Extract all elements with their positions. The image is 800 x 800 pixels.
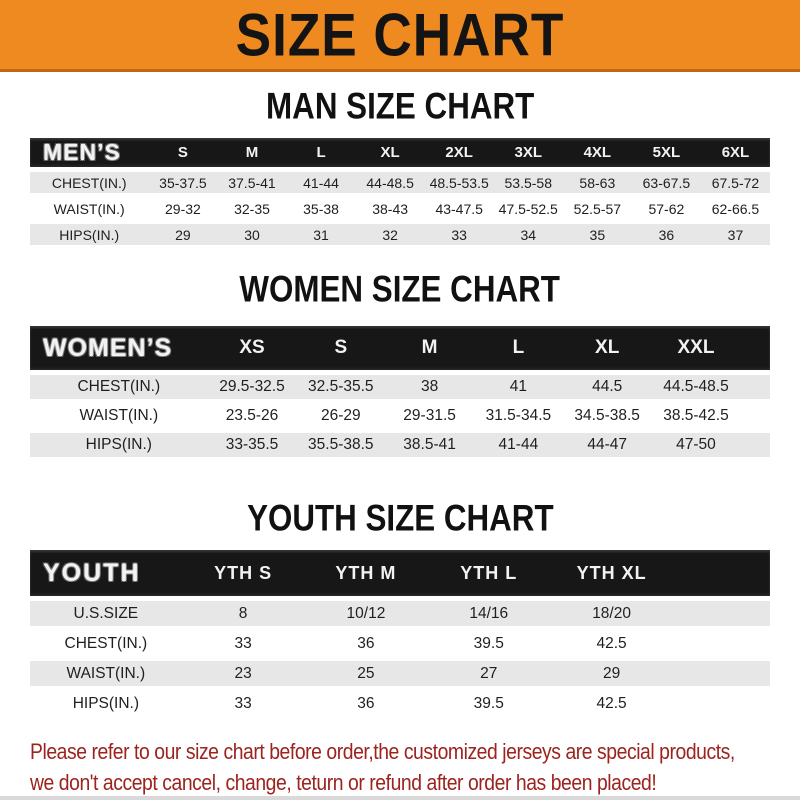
size-value: 39.5 bbox=[473, 634, 504, 652]
size-value: 44-48.5 bbox=[366, 174, 414, 191]
size-value: 29 bbox=[175, 226, 191, 243]
footer-note bbox=[0, 736, 800, 798]
table-row bbox=[30, 661, 770, 686]
size-value: 63-67.5 bbox=[642, 174, 691, 191]
column-header: YTH M bbox=[335, 562, 397, 583]
column-header: XL bbox=[595, 337, 620, 358]
column-header: 5XL bbox=[652, 144, 681, 161]
table-header-row bbox=[30, 138, 770, 167]
column-header: L bbox=[512, 337, 525, 358]
men-section-heading bbox=[0, 84, 800, 127]
size-value: 23.5-26 bbox=[225, 407, 279, 424]
women-section-heading-text: WOMEN SIZE CHART bbox=[239, 267, 561, 310]
table-row bbox=[30, 631, 770, 656]
size-value: 23 bbox=[234, 664, 252, 682]
size-value: 35-38 bbox=[303, 200, 339, 217]
table-row bbox=[30, 172, 770, 193]
size-value: 44.5 bbox=[592, 378, 623, 395]
size-value: 18/20 bbox=[592, 604, 631, 622]
column-header: S bbox=[177, 144, 188, 161]
table-header-row bbox=[30, 326, 770, 370]
size-value: 47.5-52.5 bbox=[498, 200, 558, 217]
size-value: 62-66.5 bbox=[711, 200, 760, 217]
size-value: 43-47.5 bbox=[435, 200, 483, 217]
table-row bbox=[30, 601, 770, 626]
size-value: 31 bbox=[313, 226, 329, 243]
row-label: WAIST(IN.) bbox=[79, 407, 159, 424]
size-value: 42.5 bbox=[596, 634, 627, 652]
row-label: CHEST(IN.) bbox=[64, 634, 148, 652]
size-value: 48.5-53.5 bbox=[429, 174, 489, 191]
size-value: 47-50 bbox=[676, 436, 716, 453]
size-value: 44-47 bbox=[587, 436, 627, 453]
size-value: 32.5-35.5 bbox=[308, 378, 374, 395]
size-value: 41-44 bbox=[498, 436, 539, 453]
column-header: M bbox=[421, 337, 438, 358]
size-value: 38 bbox=[420, 378, 439, 395]
size-value: 52.5-57 bbox=[573, 200, 622, 217]
column-header: XXL bbox=[677, 337, 715, 358]
size-value: 29.5-32.5 bbox=[219, 378, 285, 395]
size-value: 42.5 bbox=[596, 694, 627, 712]
size-value: 37 bbox=[727, 226, 744, 243]
size-value: 36 bbox=[658, 226, 675, 243]
size-value: 41 bbox=[509, 378, 527, 395]
size-value: 35 bbox=[589, 226, 606, 243]
size-value: 39.5 bbox=[473, 694, 504, 712]
table-row bbox=[30, 691, 770, 716]
footer-line-1: Please refer to our size chart before order,the customized jerseys are special products, bbox=[30, 739, 735, 764]
size-value: 27 bbox=[480, 664, 498, 682]
size-value: 29 bbox=[602, 664, 621, 682]
men-section-heading-text: MAN SIZE CHART bbox=[265, 84, 535, 127]
table-header-label: YOUTH bbox=[43, 558, 141, 587]
size-value: 33 bbox=[451, 226, 467, 243]
size-value: 33 bbox=[234, 694, 252, 712]
size-value: 57-62 bbox=[648, 200, 685, 217]
column-header: XL bbox=[380, 144, 400, 161]
youth-section-heading bbox=[0, 496, 800, 539]
size-value: 32 bbox=[382, 226, 398, 243]
column-header: YTH S bbox=[214, 562, 273, 583]
size-value: 34 bbox=[520, 226, 537, 243]
row-label: HIPS(IN.) bbox=[59, 226, 120, 243]
size-value: 34.5-38.5 bbox=[574, 407, 640, 424]
size-value: 67.5-72 bbox=[711, 174, 760, 191]
column-header: 2XL bbox=[445, 144, 473, 161]
size-value: 25 bbox=[357, 664, 375, 682]
men-size-table bbox=[30, 138, 770, 245]
table-row bbox=[30, 433, 770, 457]
table-header-row bbox=[30, 550, 770, 596]
size-value: 36 bbox=[357, 694, 375, 712]
column-header: 3XL bbox=[514, 144, 543, 161]
size-value: 29-31.5 bbox=[403, 407, 456, 424]
size-value: 30 bbox=[244, 226, 260, 243]
banner-title: SIZE CHART bbox=[235, 0, 565, 69]
size-value: 41-44 bbox=[303, 174, 339, 191]
footer-line-2: we don't accept cancel, change, teturn or refund after order has been placed! bbox=[30, 770, 657, 795]
size-value: 10/12 bbox=[346, 604, 386, 622]
size-value: 38-43 bbox=[372, 200, 409, 217]
row-label: HIPS(IN.) bbox=[72, 694, 139, 712]
youth-section-heading-text: YOUTH SIZE CHART bbox=[246, 496, 554, 539]
table-row bbox=[30, 404, 770, 428]
size-value: 32-35 bbox=[234, 200, 270, 217]
size-value: 35-37.5 bbox=[159, 174, 207, 191]
size-value: 58-63 bbox=[579, 174, 616, 191]
column-header: M bbox=[245, 144, 259, 161]
size-value: 33-35.5 bbox=[225, 436, 279, 453]
size-value: 31.5-34.5 bbox=[485, 407, 552, 424]
column-header: 4XL bbox=[583, 144, 612, 161]
row-label: WAIST(IN.) bbox=[53, 200, 125, 217]
size-value: 33 bbox=[234, 634, 252, 652]
column-header: XS bbox=[239, 337, 265, 358]
women-section-heading bbox=[0, 267, 800, 310]
row-label: U.S.SIZE bbox=[73, 604, 139, 622]
size-value: 35.5-38.5 bbox=[308, 436, 374, 453]
row-label: HIPS(IN.) bbox=[85, 436, 152, 453]
table-row bbox=[30, 375, 770, 399]
women-size-table bbox=[30, 326, 770, 457]
row-label: WAIST(IN.) bbox=[66, 664, 146, 682]
size-value: 29-32 bbox=[165, 200, 201, 217]
table-row bbox=[30, 224, 770, 245]
table-header-label: WOMEN’S bbox=[43, 333, 173, 362]
column-header: YTH XL bbox=[576, 562, 647, 583]
column-header: 6XL bbox=[721, 144, 750, 161]
row-label: CHEST(IN.) bbox=[51, 174, 127, 191]
table-header-label: MEN’S bbox=[43, 139, 121, 165]
size-value: 26-29 bbox=[320, 407, 361, 424]
column-header: YTH L bbox=[460, 562, 518, 583]
row-label: CHEST(IN.) bbox=[77, 378, 161, 395]
size-value: 53.5-58 bbox=[504, 174, 552, 191]
table-row bbox=[30, 198, 770, 219]
size-value: 8 bbox=[238, 604, 248, 622]
size-value: 36 bbox=[357, 634, 375, 652]
size-value: 14/16 bbox=[469, 604, 509, 622]
size-chart-banner bbox=[0, 0, 800, 72]
size-value: 38.5-42.5 bbox=[663, 407, 729, 424]
size-value: 37.5-41 bbox=[228, 174, 276, 191]
column-header: L bbox=[316, 144, 326, 161]
bottom-edge-strip bbox=[0, 796, 800, 800]
column-header: S bbox=[334, 337, 348, 358]
size-value: 44.5-48.5 bbox=[663, 378, 729, 395]
size-value: 38.5-41 bbox=[403, 436, 456, 453]
youth-size-table bbox=[30, 550, 770, 716]
